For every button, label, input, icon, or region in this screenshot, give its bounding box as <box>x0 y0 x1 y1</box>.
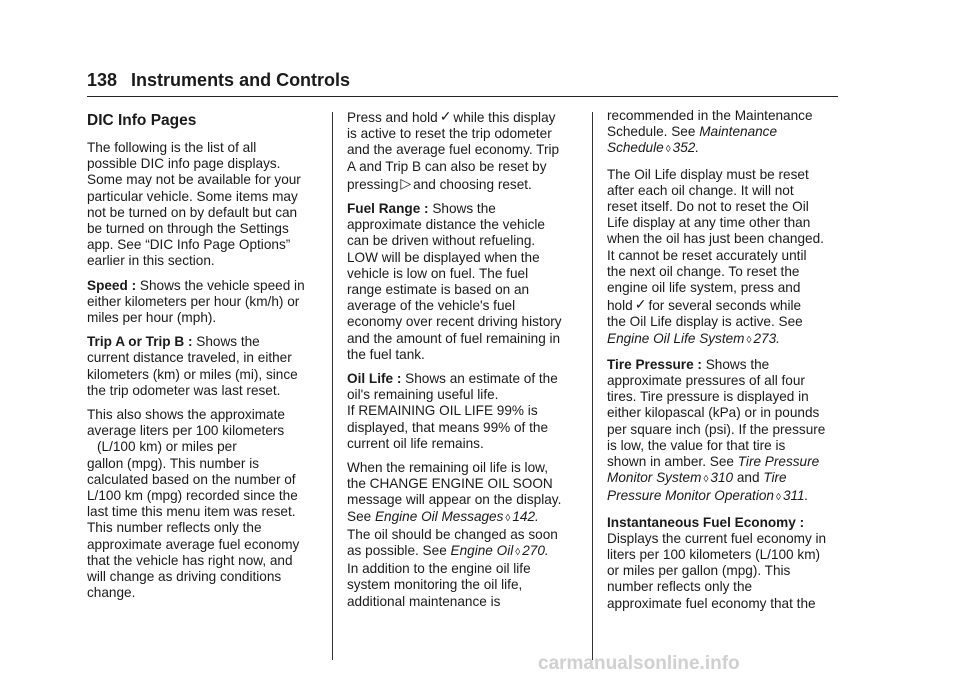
watermark: carmanualsonline.info <box>538 653 740 674</box>
approx-paragraph: This also shows the approximate average liters per 100 kilometers (L/100 km) or miles per gallon (mpg). This number is calculated based on the number of L/100 km (mpg) recorded since the last time this menu item was reset. This number reflects only the approximate average fuel economy that the vehicle has right now, and will change as driving conditions change. <box>87 407 300 601</box>
column-divider <box>332 112 333 660</box>
page-ref-number[interactable]: 352. <box>672 140 700 156</box>
column-3 <box>607 108 843 620</box>
page-ref-icon: ◊ <box>505 512 511 524</box>
intro-paragraph: The following is the list of all possible DIC info page displays. Some may not be available for your particular vehicle. Some items may not be turned on by default but can be turned on through the Settings app. See “DIC Info Page Options” earlier in this section. <box>87 140 301 269</box>
page-ref-number[interactable]: 311. <box>782 488 809 504</box>
trip-paragraph: Trip A or Trip B : Shows the current distance traveled, in either kilometers (km) or miles (mi), since the trip odometer was last reset. <box>87 334 298 398</box>
xref-engine-oil-life-system[interactable]: Engine Oil Life System <box>607 330 745 346</box>
maintenance-paragraph: recommended in the Maintenance Schedule. See Maintenance Schedule ◊ 352. <box>607 108 813 156</box>
page-header <box>87 70 350 91</box>
instant-fuel-paragraph: Instantaneous Fuel Economy : Displays the current fuel economy in liters per 100 kilometers (L/100 km) or miles per gallon (mpg). This number reflects only the approximate fuel economy that the <box>607 514 827 611</box>
xref-engine-oil[interactable]: Engine Oil <box>450 543 514 559</box>
check-icon: ✓ <box>634 296 647 313</box>
xref-tire[interactable]: Tire <box>763 470 787 486</box>
xref-schedule[interactable]: Schedule <box>607 140 664 156</box>
xref-pressure-monitor-operation[interactable]: Pressure Monitor Operation <box>607 488 774 504</box>
instant-fuel-label: Instantaneous Fuel Economy : <box>607 514 805 530</box>
column-1 <box>87 108 323 609</box>
speed-label: Speed : <box>87 277 137 293</box>
oil-low-paragraph: When the remaining oil life is low, the CHANGE ENGINE OIL SOON message will appear on the display. See Engine Oil Messages ◊ 142. The oil should be changed as soon as possible. See Engine Oil ◊ 270. In addition to the engine oil life system monitoring the oil life, additional maintenance is <box>347 460 562 609</box>
oil-life-label: Oil Life : <box>347 371 402 387</box>
xref-monitor-system[interactable]: Monitor System <box>607 470 702 486</box>
tire-pressure-label: Tire Pressure : <box>607 356 702 372</box>
speed-paragraph: Speed : Shows the vehicle speed in either kilometers per hour (km/h) or miles per hour (mph). <box>87 277 305 326</box>
trip-label: Trip A or Trip B : <box>87 334 193 350</box>
page-ref-number[interactable]: 310 <box>710 470 734 486</box>
column-2 <box>347 108 583 618</box>
column-divider <box>592 112 593 660</box>
section-title: Instruments and Controls <box>131 70 351 90</box>
section-heading: DIC Info Pages <box>87 112 197 129</box>
right-arrow-icon: ▷ <box>400 174 412 191</box>
xref-engine-oil-messages[interactable]: Engine Oil Messages <box>374 508 504 524</box>
fuel-range-paragraph: Fuel Range : Shows the approximate distance the vehicle can be driven without refueling. LOW will be displayed when the vehicle is low on fuel. The fuel range estimate is based on an average of the vehicle's fuel economy over recent driving history and the amount of fuel remaining in the fuel tank. <box>347 201 562 362</box>
page-ref-icon: ◊ <box>665 144 671 156</box>
xref-tire-pressure[interactable]: Tire Pressure <box>737 454 820 470</box>
press-paragraph: Press and hold ✓ while this display is active to reset the trip odometer and the average fuel economy. Trip A and Trip B can also be reset by pressing ▷ and choosing reset. <box>347 108 560 192</box>
tire-pressure-paragraph: Tire Pressure : Shows the approximate pressures of all four tires. Tire pressure is displayed in either kilopascal (kPa) or in pounds per square inch (psi). If the pressure is low, the value for that tire is shown in amber. See Tire Pressure Monitor System ◊ 310 and Tire Pressure Monitor Operation ◊ 311. <box>607 356 826 504</box>
xref-maintenance[interactable]: Maintenance <box>699 124 778 140</box>
check-icon: ✓ <box>439 108 452 124</box>
page-number: 138 <box>87 70 118 90</box>
page-ref-icon: ◊ <box>703 474 709 486</box>
page-ref-icon: ◊ <box>775 492 781 504</box>
page-ref-icon: ◊ <box>746 334 752 346</box>
oil-reset-paragraph: The Oil Life display must be reset after each oil change. It will not reset itself. Do not to reset the Oil Life display at any time other than when the oil has just been changed. It cannot be reset accurately until the next oil change. To reset the engine oil life system, press and hold ✓ for several seconds while the Oil Life display is active. See Engine Oil Life System ◊ 273. <box>607 166 824 346</box>
page-ref-number[interactable]: 142. <box>512 508 539 524</box>
header-rule <box>87 96 838 97</box>
page-ref-icon: ◊ <box>515 547 521 559</box>
fuel-range-label: Fuel Range : <box>347 201 429 217</box>
oil-life-paragraph: Oil Life : Shows an estimate of the oil's remaining useful life. If REMAINING OIL LIFE 99% is displayed, that means 99% of the current oil life remains. <box>347 371 558 451</box>
page-ref-number[interactable]: 273. <box>753 330 780 346</box>
page-ref-number[interactable]: 270. <box>522 543 549 559</box>
